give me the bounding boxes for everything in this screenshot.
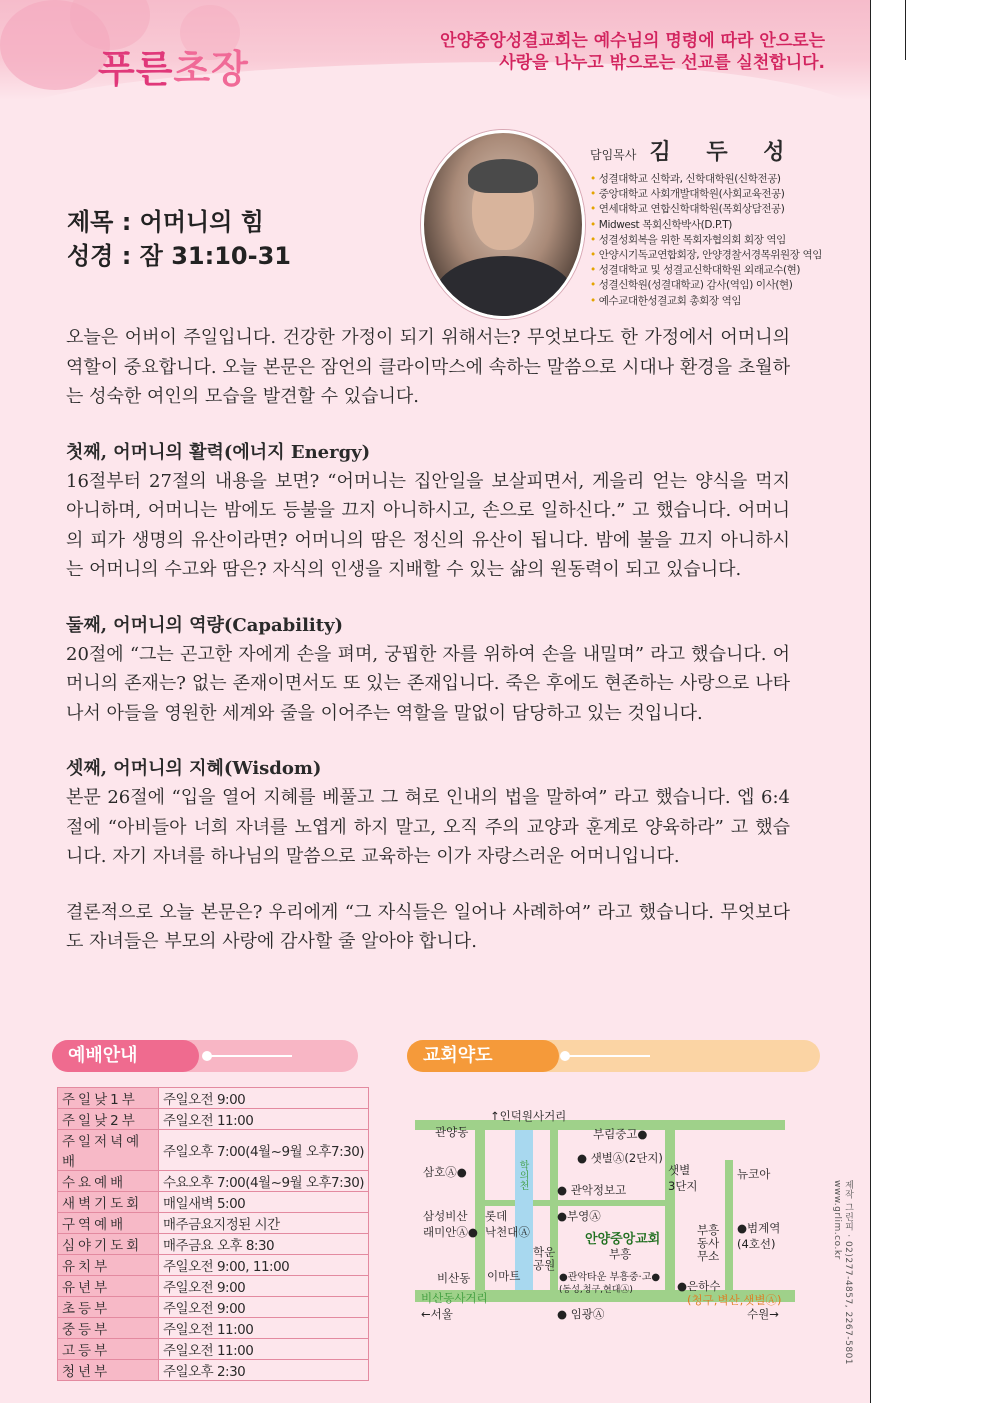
map-label: ● 샛별Ⓐ(2단지) bbox=[577, 1151, 663, 1165]
map-label: ←서울 bbox=[421, 1307, 453, 1321]
map-label: ●관악타운 부흥중·고● bbox=[559, 1272, 661, 1283]
point-1-heading: 첫째, 어머니의 활력(에너지 Energy) bbox=[66, 441, 371, 463]
table-row: 구역예배 매주금요지정된 시간 bbox=[58, 1213, 369, 1234]
point-2-text: 20절에 “그는 곤고한 자에게 손을 펴며, 궁핍한 자를 위하여 손을 내밀며” 라고 했습니다. 어머니의 존재는? 없는 존재이면서도 또 있는 존재입니다. 죽은 후에도 현존하는 사랑으로 나타나서 아들을 영원한 세계와 줄을 이어주는 역할을 말없이 담당하고 있는 것입니다. bbox=[66, 643, 790, 724]
bulletin-logo bbox=[98, 38, 249, 93]
logo-text-2: 초장 bbox=[173, 47, 249, 91]
map-label: ●부영Ⓐ bbox=[557, 1209, 601, 1223]
map-label: 학운 공원 bbox=[533, 1245, 556, 1272]
bar-line-icon bbox=[207, 1055, 292, 1057]
map-label: 학의천 bbox=[517, 1160, 528, 1190]
map-label: 샛별 3단지 bbox=[668, 1163, 698, 1193]
map-label: (동성,청구,현대Ⓐ) bbox=[559, 1285, 633, 1295]
table-row: 고등부 주일오전 11:00 bbox=[58, 1339, 369, 1360]
table-row: 유년부 주일오전 9:00 bbox=[58, 1276, 369, 1297]
page-edge-line bbox=[870, 0, 871, 1403]
map-label: ●은하수 bbox=[677, 1279, 721, 1293]
pastor-credentials bbox=[590, 172, 822, 309]
credential-item: • 성결대학교 및 성결교신학대학원 외래교수(현) bbox=[590, 264, 801, 277]
publisher-credit: 제작 그린피 · 02)277-4857, 2267-5801 www.grlim.co.kr bbox=[832, 1180, 853, 1366]
pastor-photo bbox=[421, 130, 585, 319]
worship-section-bar bbox=[52, 1040, 358, 1072]
point-2-heading: 둘째, 어머니의 역량(Capability) bbox=[66, 614, 344, 636]
map-label: 비산동 bbox=[437, 1271, 471, 1285]
table-row: 초등부 주일오전 9:00 bbox=[58, 1297, 369, 1318]
credential-item: • 연세대학교 연합신학대학원(목회상담전공) bbox=[590, 203, 785, 216]
pastor-name: 김 두 성 bbox=[649, 139, 799, 165]
map-label: 뉴코아 bbox=[737, 1167, 771, 1181]
table-row: 주일낮2부 주일오전 11:00 bbox=[58, 1109, 369, 1130]
logo-text-1: 푸른 bbox=[98, 47, 174, 91]
map-label: (청구,벽산,샛별Ⓐ) bbox=[687, 1293, 782, 1307]
map-heading: 교회약도 bbox=[407, 1040, 559, 1072]
worship-schedule-table bbox=[57, 1087, 369, 1381]
credential-item: • 안양시기독교연합회장, 안양경찰서경목위원장 역임 bbox=[590, 249, 822, 262]
map-label: 롯데 낙천대Ⓐ bbox=[485, 1209, 530, 1239]
point-3-heading: 셋째, 어머니의 지혜(Wisdom) bbox=[66, 758, 322, 779]
church-location-map bbox=[415, 1100, 795, 1330]
map-label: ↑인덕원사거리 bbox=[490, 1109, 567, 1123]
map-label: 삼호Ⓐ● bbox=[423, 1165, 467, 1179]
table-row: 주일낮1부 주일오전 9:00 bbox=[58, 1088, 369, 1109]
table-row: 유치부 주일오전 9:00, 11:00 bbox=[58, 1255, 369, 1276]
map-road bbox=[725, 1160, 733, 1302]
sermon-scripture: 성경 : 잠 31:10-31 bbox=[67, 242, 291, 270]
map-label: 부림중고● bbox=[593, 1127, 648, 1141]
pastor-photo-hair bbox=[468, 159, 538, 193]
motto-line-2: 사랑을 나누고 밖으로는 선교를 실천합니다. bbox=[499, 53, 825, 73]
map-section-bar bbox=[407, 1040, 820, 1072]
sermon-body bbox=[66, 323, 790, 957]
crop-mark bbox=[905, 0, 906, 60]
sermon-title: 제목 : 어머니의 힘 bbox=[67, 208, 264, 236]
map-label: 이마트 bbox=[487, 1269, 521, 1283]
map-label: 부흥 bbox=[609, 1247, 632, 1261]
table-row: 청년부 주일오후 2:30 bbox=[58, 1360, 369, 1381]
map-road bbox=[485, 1200, 665, 1206]
map-label: ● 임광Ⓐ bbox=[557, 1307, 605, 1321]
map-label: 삼성비산 래미안Ⓐ● bbox=[423, 1209, 478, 1239]
map-church-marker: 안양중앙교회 bbox=[585, 1232, 661, 1247]
map-label: ●범계역 (4호선) bbox=[737, 1221, 781, 1251]
map-label: ● 관악정보고 bbox=[557, 1183, 627, 1197]
sermon-heading bbox=[67, 205, 291, 273]
credential-item: • 성결대학교 신학과, 신학대학원(신학전공) bbox=[590, 173, 781, 185]
motto-line-1: 안양중앙성결교회는 예수님의 명령에 따라 안으로는 bbox=[440, 31, 825, 51]
table-row: 중등부 주일오전 11:00 bbox=[58, 1318, 369, 1339]
point-3-text: 본문 26절에 “입을 열어 지혜를 베풀고 그 혀로 인내의 법을 말하여” 라고 했습니다. 엡 6:4절에 “아비들아 너희 자녀를 노엽게 하지 말고, 오직 주의 교양과 훈계로 양육하라” 고 했습니다. 자기 자녀를 하나님의 말씀으로 교육하는 이가 자랑스러운 어머니입니다. bbox=[66, 787, 790, 867]
pastor-info bbox=[590, 135, 822, 309]
credential-item: • 중앙대학교 사회개발대학원(사회교육전공) bbox=[590, 188, 785, 201]
bar-line-icon bbox=[565, 1055, 650, 1057]
table-row: 심야기도회 매주금요 오후 8:30 bbox=[58, 1234, 369, 1255]
table-row: 새벽기도회 매일새벽 5:00 bbox=[58, 1192, 369, 1213]
credential-item: • 성결성회복을 위한 목회자협의회 회장 역임 bbox=[590, 233, 786, 246]
sermon-conclusion: 결론적으로 오늘 본문은? 우리에게 “그 자식들은 일어나 사례하여” 라고 했습니다. 무엇보다도 자녀들은 부모의 사랑에 감사할 줄 알아야 합니다. bbox=[66, 901, 790, 952]
worship-heading: 예배안내 bbox=[52, 1040, 199, 1072]
map-label: 관양동 bbox=[435, 1125, 469, 1139]
credential-item: • Midwest 목회신학박사(D.P.T) bbox=[590, 218, 732, 231]
table-row: 수요예배 수요오후 7:00(4월~9월 오후7:30) bbox=[58, 1171, 369, 1192]
credential-item: • 성결신학원(성결대학교) 감사(역임) 이사(현) bbox=[590, 279, 793, 292]
sermon-intro: 오늘은 어버이 주일입니다. 건강한 가정이 되기 위해서는? 무엇보다도 한 가정에서 어머니의 역할이 중요합니다. 오늘 본문은 잠언의 클라이막스에 속하는 말씀으로 시대나 환경을 초월하는 성숙한 여인의 모습을 발견할 수 있습니다. bbox=[66, 327, 790, 407]
pastor-role: 담임목사 bbox=[590, 148, 637, 162]
map-label: 비산동사거리 bbox=[421, 1291, 488, 1305]
map-label: 수원→ bbox=[747, 1307, 779, 1321]
map-road bbox=[665, 1120, 675, 1302]
credential-item: • 예수교대한성결교회 총회장 역임 bbox=[590, 294, 742, 307]
table-row: 주일저녁예배 주일오후 7:00(4월~9월 오후7:30) bbox=[58, 1130, 369, 1171]
pastor-photo-suit bbox=[434, 256, 574, 319]
church-motto bbox=[440, 30, 825, 74]
map-label: 부흥 동사 무소 bbox=[697, 1223, 720, 1263]
point-1-text: 16절부터 27절의 내용을 보면? “어머니는 집안일을 보살피면서, 게을리 얻는 양식을 먹지 아니하며, 어머니는 밤에도 등불을 끄지 아니하시고, 손으로 일하신다.” 고 했습니다. 어머니의 피가 생명의 유산이라면? 어머니의 땀은 정신의 유산이 됩니다. 밤에 불을 끄지 아니하시는 어머니의 수고와 땀은? 자식의 인생을 지배할 수 있는 삶의 원동력이 되고 있습니다. bbox=[66, 470, 790, 580]
